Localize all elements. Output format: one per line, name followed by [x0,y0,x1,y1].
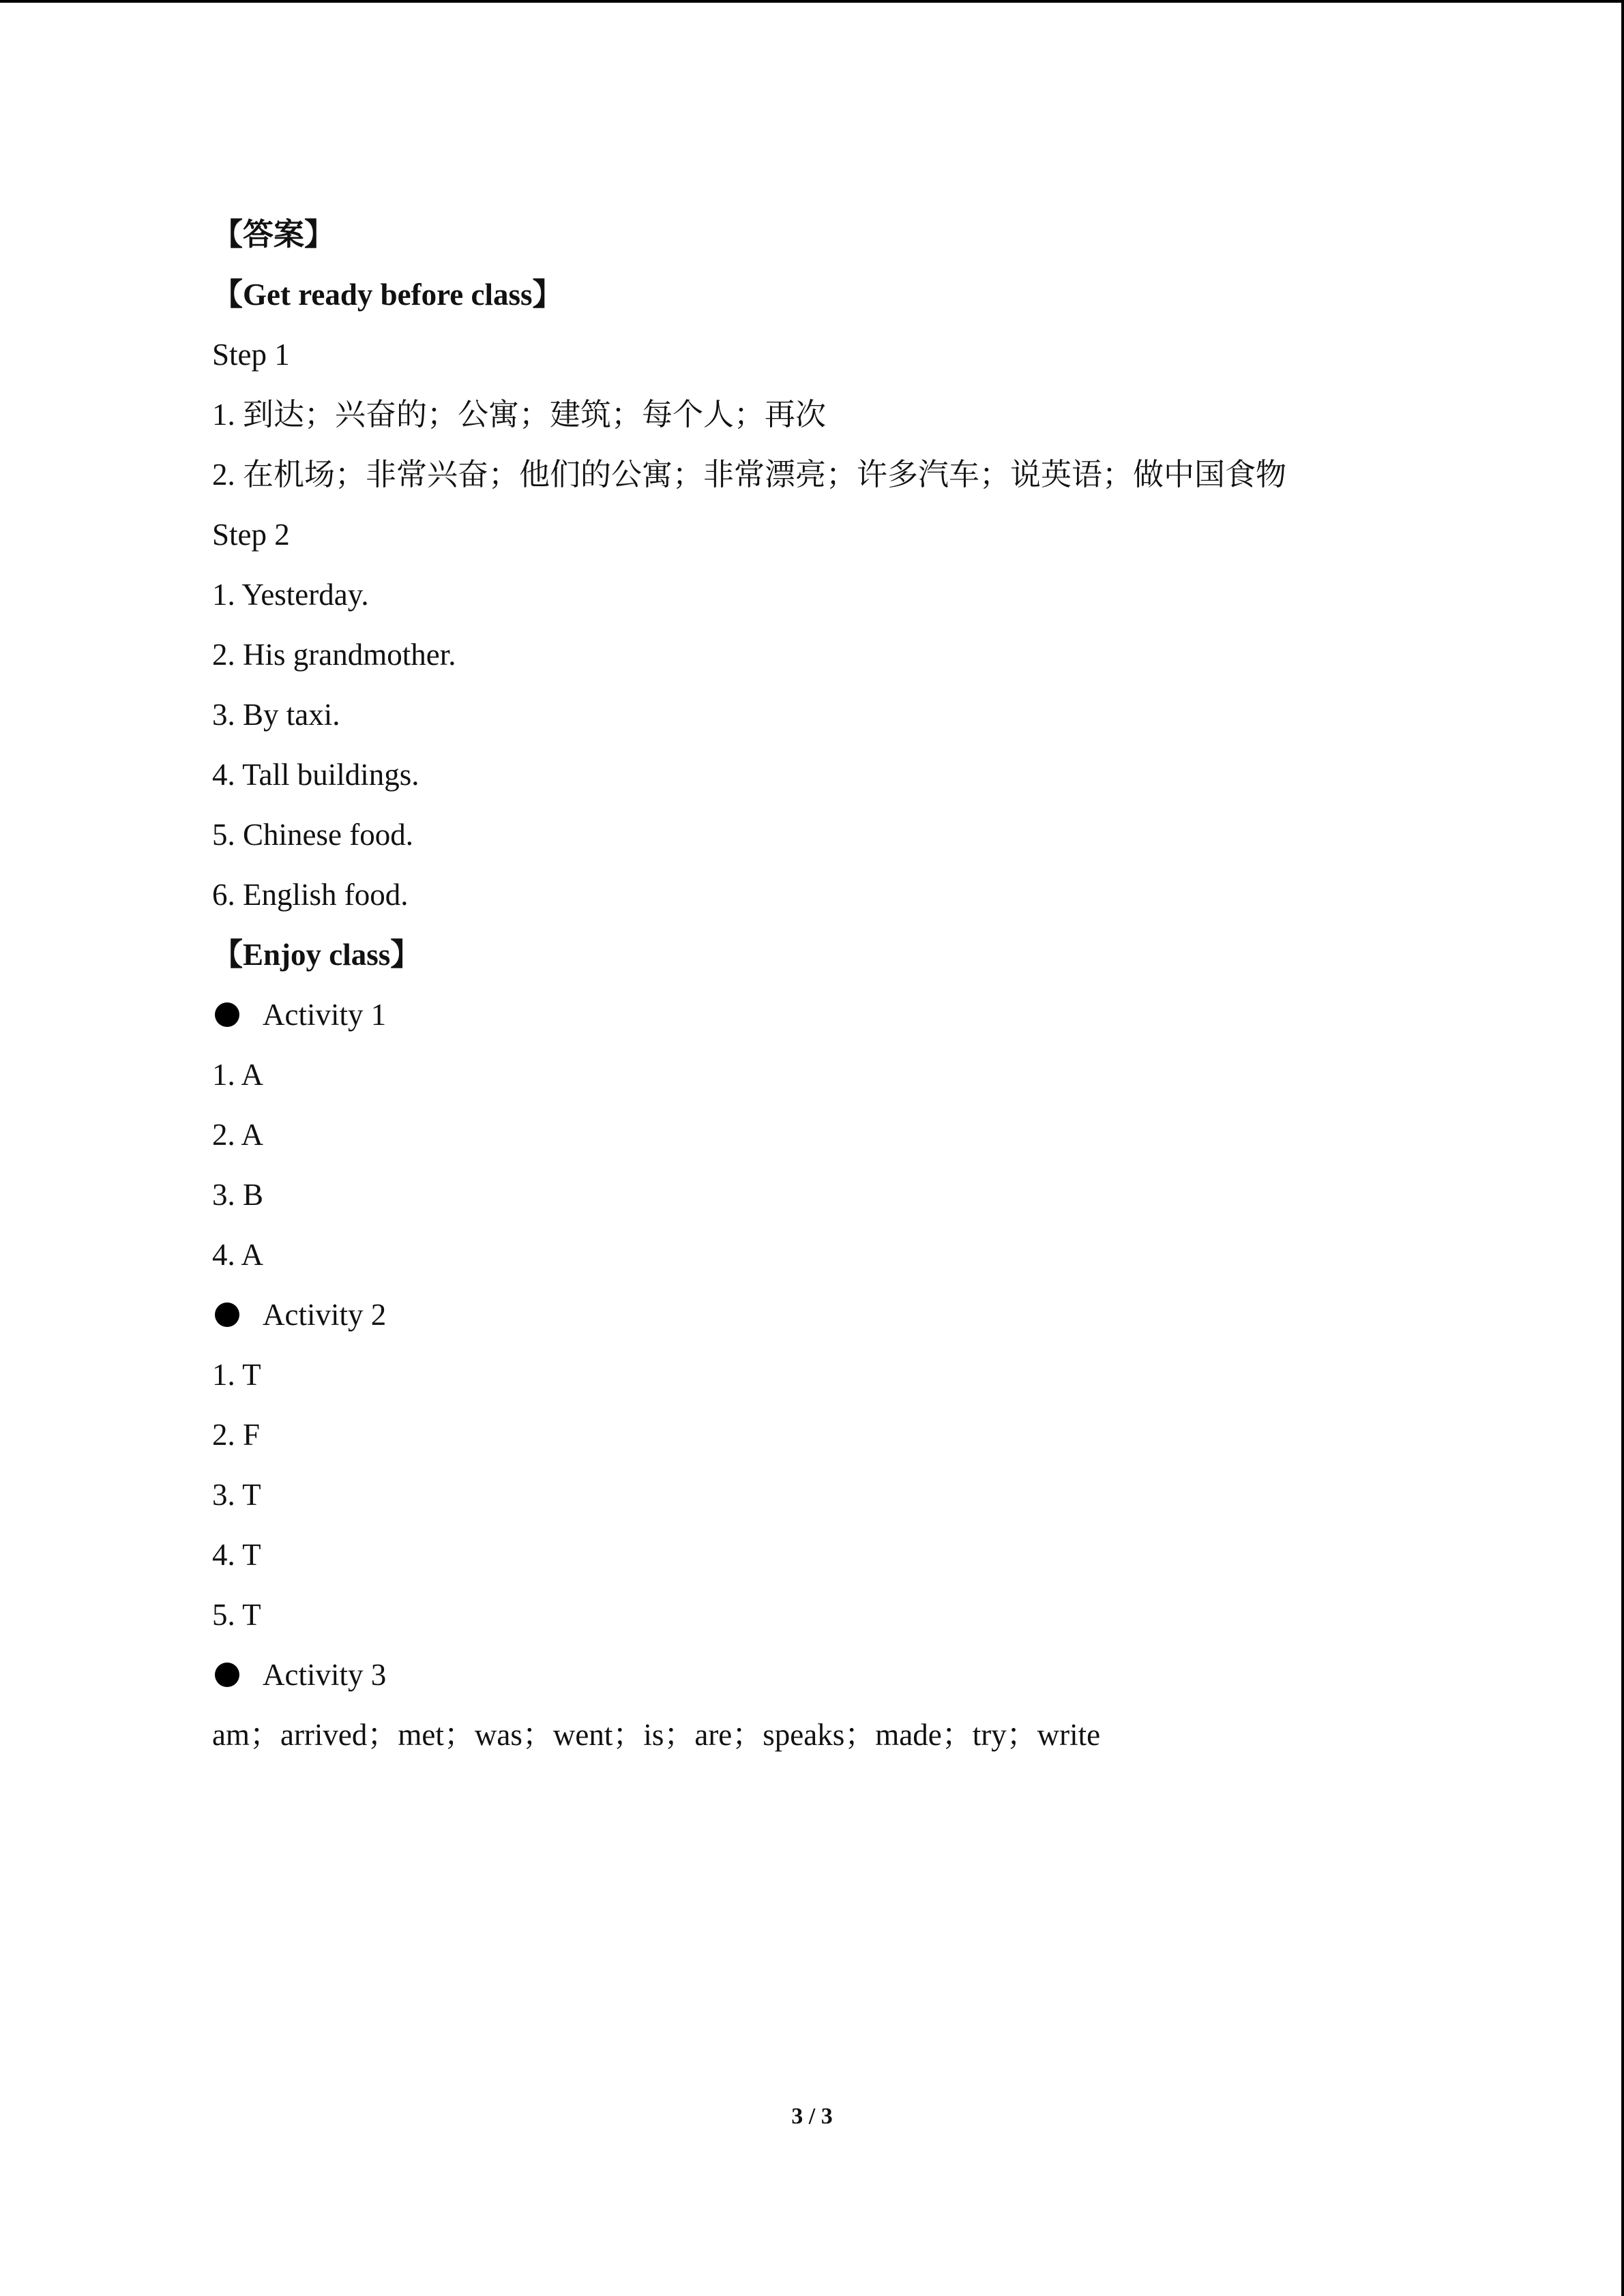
activity1-heading [212,985,1508,1045]
step2-item: 3. By taxi. [212,698,340,732]
page-top-border [0,0,1624,3]
activity2-item: 4. T [212,1538,261,1572]
bullet-icon [215,1302,239,1327]
step2-item: 6. English food. [212,878,409,912]
bullet-icon [215,1663,239,1687]
bullet-icon [215,1002,239,1027]
answer-content [212,205,1508,1765]
step2-item: 4. Tall buildings. [212,758,419,792]
step2-label: Step 2 [212,518,290,552]
step1-item: 1. 到达；兴奋的；公寓；建筑；每个人；再次 [212,398,827,432]
page-right-border [1621,0,1624,2296]
section-heading-get-ready: 【Get ready before class】 [212,278,563,312]
step2-item: 5. Chinese food. [212,818,413,852]
activity1-item: 4. A [212,1238,264,1272]
activity3-answers: am；arrived；met；was；went；is；are；speaks；made；try；write [212,1718,1101,1752]
section-heading-enjoy-class: 【Enjoy class】 [212,938,422,972]
activity3-heading [212,1645,1508,1705]
page-number: 3 / 3 [791,2104,833,2129]
activity1-item: 3. B [212,1178,264,1212]
activity2-item: 3. T [212,1478,261,1512]
activity1-label: Activity 1 [263,998,387,1032]
step1-label: Step 1 [212,338,290,372]
activity1-item: 2. A [212,1118,264,1152]
activity1-item: 1. A [212,1058,264,1092]
step2-item: 1. Yesterday. [212,578,369,612]
activity2-item: 1. T [212,1358,261,1392]
activity2-label: Activity 2 [263,1298,387,1332]
step1-item: 2. 在机场；非常兴奋；他们的公寓；非常漂亮；许多汽车；说英语；做中国食物 [212,458,1287,492]
activity2-item: 2. F [212,1418,261,1452]
activity2-item: 5. T [212,1598,261,1632]
activity3-label: Activity 3 [263,1658,387,1692]
step2-item: 2. His grandmother. [212,638,456,672]
activity2-heading [212,1285,1508,1345]
page-title: 【答案】 [212,218,336,252]
